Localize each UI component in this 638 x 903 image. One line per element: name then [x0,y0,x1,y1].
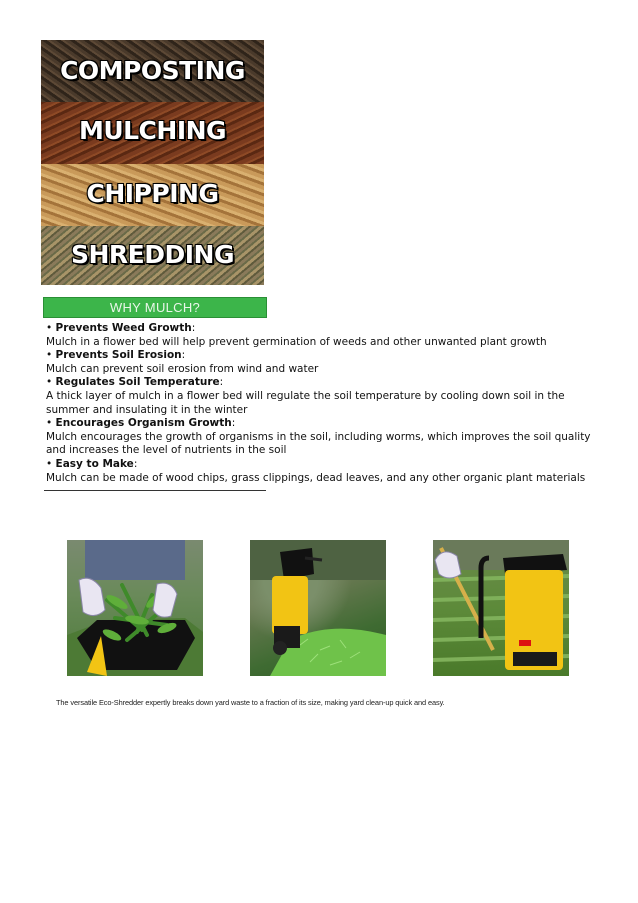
benefit-text: Mulch encourages the growth of organisms in the soil, including worms, which improves the soil quality and increases the level of nutrients in the soil [46,430,591,457]
benefit-heading: Regulates Soil Temperature [55,376,220,389]
benefit-heading-line: • Prevents Soil Erosion: [46,349,186,362]
benefit-heading: Encourages Organism Growth [55,417,232,430]
benefit-heading-line: • Easy to Make: [46,457,138,470]
benefit-heading-line: • Prevents Weed Growth: [46,322,196,334]
photo-caption: The versatile Eco-Shredder expertly breaks down yard waste to a fraction of its size, making yard clean-up quick and easy. [56,698,445,707]
photo-loading-branches [67,540,203,676]
benefit-heading: Prevents Weed Growth [55,322,192,334]
photo-shredder-closeup-art [433,540,569,676]
benefit-heading-line: • Encourages Organism Growth: [46,417,236,430]
benefit-heading: Easy to Make [55,457,134,470]
photo-loading-branches-art [67,540,203,676]
benefit-text: Mulch in a flower bed will help prevent germination of weeds and other unwanted plant growth [46,335,547,348]
benefit-heading: Prevents Soil Erosion [55,349,182,362]
why-mulch-banner: WHY MULCH? [43,297,267,318]
hero-word-mulching: MULCHING [78,116,227,145]
benefit-text: A thick layer of mulch in a flower bed will regulate the soil temperature by cooling down soil in the summer and insulating it in the winter [46,389,565,416]
hero-word-composting: COMPOSTING [60,56,245,85]
photo-shredder-in-yard-art [250,540,386,676]
benefit-text: Mulch can be made of wood chips, grass clippings, dead leaves, and any other organic plant materials [46,471,586,484]
photo-shredder-closeup [433,540,569,676]
benefits-list [46,322,606,485]
benefit-text: Mulch can prevent soil erosion from wind and water [46,362,319,375]
hero-word-shredding: SHREDDING [70,240,234,269]
hero-collage-image [41,40,264,285]
hero-word-chipping: CHIPPING [86,179,219,208]
benefit-heading-line: • Regulates Soil Temperature: [46,376,224,389]
photo-shredder-in-yard [250,540,386,676]
divider-line [44,490,266,491]
